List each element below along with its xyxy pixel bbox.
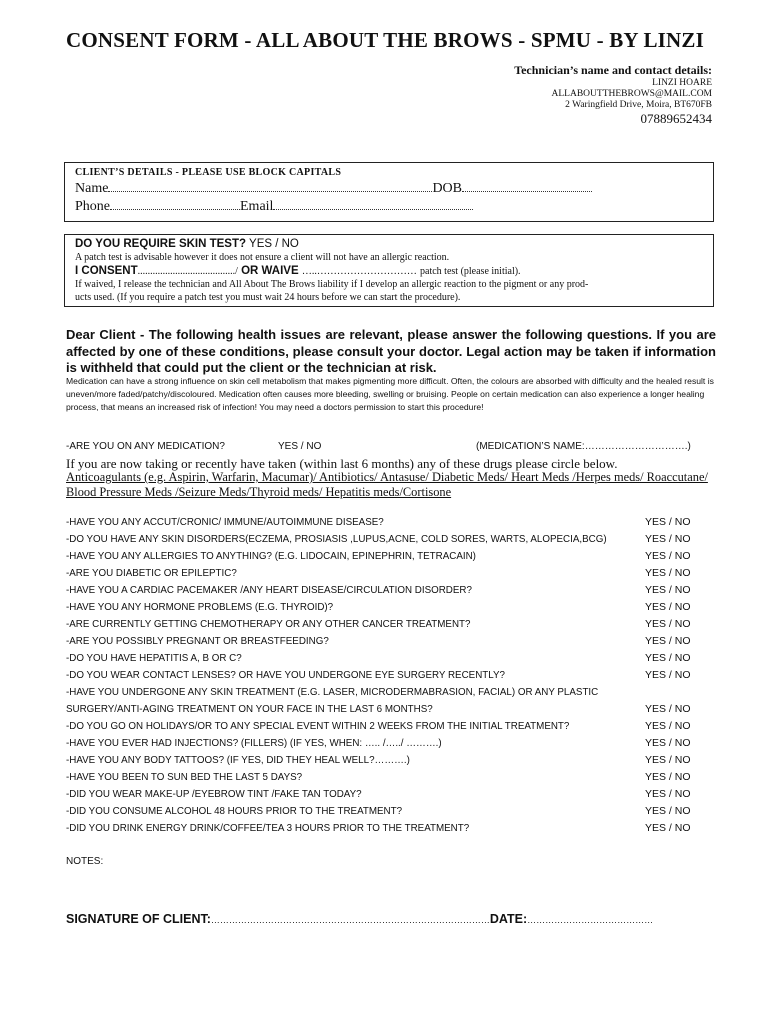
yes-no-answer[interactable]: YES / NO: [645, 635, 691, 647]
consent-label: I CONSENT: [75, 265, 138, 277]
date-label: DATE:: [489, 912, 528, 926]
yes-no-answer[interactable]: YES / NO: [645, 703, 691, 715]
yes-no-answer[interactable]: YES / NO: [645, 618, 691, 630]
dob-label: DOB: [432, 181, 462, 196]
technician-details: [514, 63, 712, 127]
client-details-heading: CLIENT’S DETAILS - PLEASE USE BLOCK CAPITALS: [75, 167, 342, 178]
yes-no-answer[interactable]: YES / NO: [645, 533, 691, 545]
technician-heading: Technician’s name and contact details:: [514, 63, 712, 77]
skin-test-options[interactable]: YES / NO: [249, 238, 299, 250]
name-dob-row: [75, 181, 592, 197]
yes-no-answer[interactable]: YES / NO: [645, 788, 691, 800]
waiver-text-2: ucts used. (If you require a patch test you must wait 24 hours before we can start the procedure).: [75, 292, 461, 303]
question-text: -HAVE YOU EVER HAD INJECTIONS? (FILLERS) (IF YES, WHEN: ….. /…../ ……….): [66, 738, 442, 749]
name-field[interactable]: [108, 181, 432, 192]
signature-row: [66, 912, 653, 926]
technician-address: 2 Waringfield Drive, Moira, BT670FB: [565, 100, 712, 110]
question-text: -DO YOU GO ON HOLIDAYS/OR TO ANY SPECIAL EVENT WITHIN 2 WEEKS FROM THE INITIAL TREATMENT?: [66, 721, 570, 732]
technician-phone: 07889652434: [640, 111, 712, 126]
question-text: -DO YOU HAVE HEPATITIS A, B OR C?: [66, 653, 242, 664]
question-text: -ARE YOU POSSIBLY PREGNANT OR BREASTFEEDING?: [66, 636, 329, 647]
yes-no-answer[interactable]: YES / NO: [645, 516, 691, 528]
phone-field[interactable]: [110, 199, 240, 210]
yes-no-answer[interactable]: YES / NO: [645, 652, 691, 664]
notes-label: NOTES:: [66, 856, 104, 867]
technician-name: LINZI HOARE: [652, 78, 712, 88]
question-text: -ARE CURRENTLY GETTING CHEMOTHERAPY OR ANY OTHER CANCER TREATMENT?: [66, 619, 471, 630]
patch-test-note: A patch test is advisable however it does not ensure a client will not have an allergic reaction.: [75, 252, 450, 263]
email-field[interactable]: [273, 199, 473, 210]
yes-no-answer[interactable]: YES / NO: [645, 584, 691, 596]
yes-no-answer[interactable]: YES / NO: [645, 737, 691, 749]
yes-no-answer[interactable]: YES / NO: [645, 601, 691, 613]
yes-no-answer[interactable]: YES / NO: [645, 669, 691, 681]
question-text: -HAVE YOU BEEN TO SUN BED THE LAST 5 DAYS?: [66, 772, 303, 783]
yes-no-answer[interactable]: YES / NO: [645, 822, 691, 834]
intro-bold-text: Dear Client - The following health issues are relevant, please answer the following questions. If you are affected by one of these conditions, please consult your doctor. Legal action may be taken if information is withheld that could put the client or the technician at risk.: [66, 327, 716, 375]
technician-email: ALLABOUTTHEBROWS@MAIL.COM: [551, 89, 712, 99]
question-text: -DID YOU CONSUME ALCOHOL 48 HOURS PRIOR TO THE TREATMENT?: [66, 806, 403, 817]
question-text: -DO YOU WEAR CONTACT LENSES? OR HAVE YOU UNDERGONE EYE SURGERY RECENTLY?: [66, 670, 505, 681]
waiver-text-1: If waived, I release the technician and All About The Brows liability if I develop an allergic reaction to the pigment or any prod-: [75, 279, 589, 290]
skin-test-question-row: [75, 238, 299, 250]
medication-question: -ARE YOU ON ANY MEDICATION?: [66, 441, 225, 452]
yes-no-answer[interactable]: YES / NO: [645, 805, 691, 817]
signature-label: SIGNATURE OF CLIENT:: [66, 912, 211, 926]
question-text: -HAVE YOU ANY HORMONE PROBLEMS (E.G. THYROID)?: [66, 602, 334, 613]
consent-waive-row: [75, 265, 521, 277]
waive-suffix: patch test (please initial).: [420, 266, 521, 277]
signature-field[interactable]: …………………………………………………………………………………: [210, 915, 490, 925]
form-title: CONSENT FORM - ALL ABOUT THE BROWS - SPMU - BY LINZI: [66, 28, 704, 52]
question-text: SURGERY/ANTI-AGING TREATMENT ON YOUR FACE IN THE LAST 6 MONTHS?: [66, 704, 433, 715]
intro-medication-note: Medication can have a strong influence on skin cell metabolism that makes pigmenting more difficult. Often, the colours are absorbed with difficulty and the healed result is uneven/more faded/patchy/discoloured. Medication often causes more bleeding, swelling or bruising. People on certain medication can also experience a longer healing process, that means an increased risk of infection! You may need a doctors permission to start this procedure!: [66, 376, 714, 412]
yes-no-answer[interactable]: YES / NO: [645, 567, 691, 579]
drugs-list[interactable]: Anticoagulants (e.g. Aspirin, Warfarin, Macumar)/ Antibiotics/ Antasuse/ Diabetic Meds/ Heart Meds /Herpes meds/ Roaccutane/ Blood Pressure Meds /Seizure Meds/Thyroid meds/ Hepatitis meds/Cortisone: [66, 470, 708, 499]
yes-no-answer[interactable]: YES / NO: [645, 771, 691, 783]
date-field[interactable]: ……………………………………: [527, 915, 654, 925]
consent-initial-field[interactable]: ......................................./: [137, 266, 238, 277]
skin-test-box: [64, 234, 714, 307]
question-text: -HAVE YOU UNDERGONE ANY SKIN TREATMENT (E.G. LASER, MICRODERMABRASION, FACIAL) OR ANY PLASTIC: [66, 687, 599, 698]
waive-label: OR WAIVE: [241, 265, 299, 277]
drugs-heading: If you are now taking or recently have taken (within last 6 months) any of these drugs please circle below.: [66, 456, 618, 471]
question-text: -HAVE YOU ANY ALLERGIES TO ANYTHING? (E.G. LIDOCAIN, EPINEPHRIN, TETRACAIN): [66, 551, 476, 562]
question-text: -ARE YOU DIABETIC OR EPILEPTIC?: [66, 568, 237, 579]
yes-no-answer[interactable]: YES / NO: [645, 754, 691, 766]
phone-label: Phone: [75, 199, 110, 214]
client-details-box: [64, 162, 714, 222]
question-text: -DID YOU WEAR MAKE-UP /EYEBROW TINT /FAKE TAN TODAY?: [66, 789, 362, 800]
name-label: Name: [75, 181, 109, 196]
skin-test-question: DO YOU REQUIRE SKIN TEST?: [75, 238, 247, 250]
question-text: -DID YOU DRINK ENERGY DRINK/COFFEE/TEA 3 HOURS PRIOR TO THE TREATMENT?: [66, 823, 470, 834]
medication-options[interactable]: YES / NO: [278, 441, 322, 452]
phone-email-row: [75, 199, 473, 215]
medication-row: [66, 441, 716, 452]
yes-no-answer[interactable]: YES / NO: [645, 720, 691, 732]
yes-no-answer[interactable]: YES / NO: [645, 550, 691, 562]
waive-initial-field[interactable]: …..…………………………: [301, 266, 417, 277]
question-text: -DO YOU HAVE ANY SKIN DISORDERS(ECZEMA, PROSIASIS ,LUPUS,ACNE, COLD SORES, WARTS, ALOPECIA,BCG): [66, 534, 607, 545]
question-text: -HAVE YOU ANY ACCUT/CRONIC/ IMMUNE/AUTOIMMUNE DISEASE?: [66, 517, 384, 528]
question-text: -HAVE YOU ANY BODY TATTOOS? (IF YES, DID THEY HEAL WELL?……….): [66, 755, 410, 766]
email-label: Email: [240, 199, 274, 214]
question-text: -HAVE YOU A CARDIAC PACEMAKER /ANY HEART DISEASE/CIRCULATION DISORDER?: [66, 585, 472, 596]
medication-name-field[interactable]: (MEDICATION’S NAME:………………………….): [476, 441, 691, 452]
dob-field[interactable]: [462, 181, 592, 192]
